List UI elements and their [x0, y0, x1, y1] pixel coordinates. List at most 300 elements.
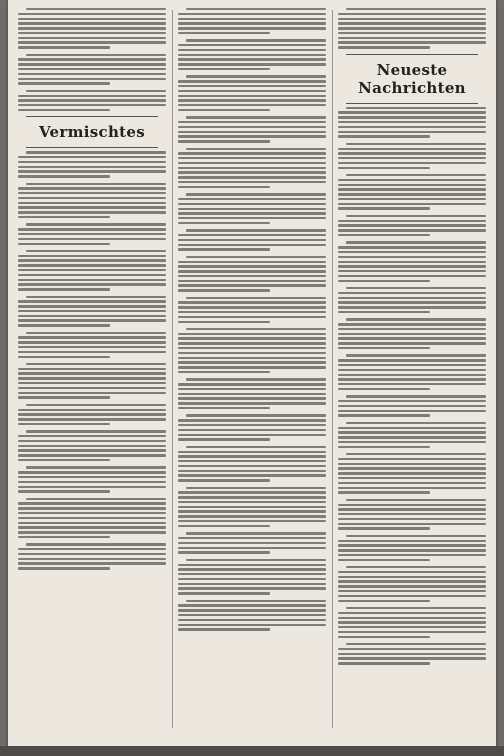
text-line [18, 476, 166, 478]
text-line [178, 429, 326, 431]
text-line [18, 418, 166, 420]
text-line [18, 279, 166, 281]
section-heading: Neueste Nachrichten [358, 60, 466, 97]
text-paragraph [178, 378, 326, 409]
text-line [178, 284, 326, 286]
text-line [338, 662, 430, 664]
text-line [338, 251, 486, 253]
text-line [346, 643, 486, 645]
text-line [18, 512, 166, 514]
text-paragraph [338, 499, 486, 530]
text-line [338, 46, 430, 48]
text-line [186, 8, 326, 10]
text-line [18, 396, 110, 398]
text-line [178, 99, 326, 101]
text-line [178, 510, 326, 512]
text-line [178, 270, 326, 272]
text-line [338, 193, 486, 195]
text-line [178, 397, 326, 399]
text-line [338, 347, 430, 349]
text-line [338, 18, 486, 20]
text-line [178, 27, 326, 29]
text-line [26, 404, 166, 406]
text-line [18, 315, 166, 317]
text-line [18, 211, 166, 213]
text-line [18, 41, 166, 43]
text-line [338, 436, 486, 438]
text-line [338, 275, 486, 277]
text-line [338, 600, 430, 602]
text-line [338, 22, 486, 24]
text-line [338, 523, 486, 525]
text-line [338, 580, 486, 582]
text-line [178, 587, 326, 589]
text-line [338, 297, 486, 299]
text-paragraph [18, 8, 166, 49]
text-line [346, 499, 486, 501]
text-line [18, 423, 110, 425]
text-line [26, 183, 166, 185]
text-line [26, 363, 166, 365]
text-line [338, 157, 486, 159]
text-line [338, 441, 486, 443]
text-line [18, 269, 166, 271]
text-line [26, 466, 166, 468]
text-line [338, 280, 430, 282]
text-paragraph [178, 414, 326, 440]
text-line [178, 131, 326, 133]
text-line [18, 517, 166, 519]
text-line [18, 377, 166, 379]
text-paragraph [338, 318, 486, 349]
text-line [338, 328, 486, 330]
text-line [18, 471, 166, 473]
text-line [18, 567, 110, 569]
text-line [18, 27, 166, 29]
text-line [18, 99, 166, 101]
text-line [18, 536, 110, 538]
text-line [18, 283, 166, 285]
text-line [26, 8, 166, 10]
text-line [178, 198, 326, 200]
text-line [338, 388, 430, 390]
text-line [18, 486, 166, 488]
text-line [18, 548, 166, 550]
text-line [178, 68, 270, 70]
text-line [18, 409, 166, 411]
text-line [338, 203, 486, 205]
column-middle [178, 8, 326, 730]
text-line [18, 351, 166, 353]
text-line [338, 131, 486, 133]
text-line [26, 498, 166, 500]
text-line [178, 176, 326, 178]
text-line [178, 578, 326, 580]
text-line [338, 301, 486, 303]
text-paragraph [18, 363, 166, 399]
text-line [178, 109, 270, 111]
text-line [18, 192, 166, 194]
text-line [338, 37, 486, 39]
text-line [178, 306, 326, 308]
text-line [338, 27, 486, 29]
text-line [178, 383, 326, 385]
text-paragraph [178, 116, 326, 142]
text-line [346, 215, 486, 217]
text-line [178, 496, 326, 498]
text-line [186, 328, 326, 330]
text-line [26, 250, 166, 252]
text-line [178, 49, 326, 51]
text-line [18, 558, 166, 560]
text-line [338, 306, 486, 308]
text-line [178, 460, 326, 462]
text-paragraph [338, 566, 486, 602]
text-line [18, 413, 166, 415]
text-line [338, 207, 430, 209]
text-line [18, 13, 166, 15]
text-line [178, 171, 326, 173]
text-line [186, 600, 326, 602]
text-line [18, 156, 166, 158]
text-line [346, 241, 486, 243]
text-line [338, 626, 486, 628]
text-line [178, 301, 326, 303]
text-line [338, 152, 486, 154]
text-paragraph [18, 151, 166, 177]
text-line [178, 85, 326, 87]
text-line [178, 357, 326, 359]
text-line [178, 434, 326, 436]
text-line [178, 366, 326, 368]
text-line [18, 161, 166, 163]
text-line [18, 562, 166, 564]
text-line [178, 316, 326, 318]
text-line [338, 576, 486, 578]
text-line [18, 166, 166, 168]
text-paragraph [178, 487, 326, 528]
text-paragraph [178, 256, 326, 292]
text-line [178, 248, 270, 250]
text-line [178, 32, 270, 34]
text-line [178, 347, 326, 349]
text-line [186, 378, 326, 380]
text-paragraph [178, 193, 326, 224]
text-line [178, 479, 270, 481]
text-line [338, 234, 430, 236]
text-line [338, 167, 430, 169]
text-line [18, 490, 110, 492]
text-line [338, 504, 486, 506]
text-line [338, 292, 486, 294]
text-line [186, 39, 326, 41]
text-line [18, 368, 166, 370]
text-line [338, 612, 486, 614]
text-line [18, 526, 166, 528]
text-paragraph [178, 297, 326, 323]
text-line [338, 636, 430, 638]
text-paragraph [178, 229, 326, 251]
text-line [26, 151, 166, 153]
text-line [338, 595, 486, 597]
text-line [338, 148, 486, 150]
text-line [178, 491, 326, 493]
text-line [338, 508, 486, 510]
text-line [178, 520, 326, 522]
text-line [178, 537, 326, 539]
text-line [178, 13, 326, 15]
text-line [18, 531, 166, 533]
text-line [18, 95, 166, 97]
text-paragraph [338, 643, 486, 665]
text-line [346, 174, 486, 176]
text-line [338, 458, 486, 460]
heading-rule [26, 116, 158, 117]
text-line [18, 341, 166, 343]
text-line [338, 518, 486, 520]
text-line [178, 393, 326, 395]
text-line [178, 470, 326, 472]
text-line [338, 571, 486, 573]
text-line [338, 198, 486, 200]
text-line [338, 246, 486, 248]
text-line [178, 573, 326, 575]
text-line [178, 564, 326, 566]
text-line [18, 387, 166, 389]
text-line [18, 435, 166, 437]
text-line [338, 554, 486, 556]
text-line [18, 382, 166, 384]
text-line [18, 109, 110, 111]
text-line [26, 90, 166, 92]
section-heading: Vermischtes [39, 123, 145, 142]
text-line [178, 58, 326, 60]
text-line [346, 107, 486, 109]
text-line [186, 229, 326, 231]
text-line [178, 321, 270, 323]
text-line [178, 244, 326, 246]
column-right [338, 8, 486, 730]
text-line [178, 506, 326, 508]
text-line [18, 73, 166, 75]
text-line [338, 188, 486, 190]
text-line [18, 305, 166, 307]
text-line [18, 170, 166, 172]
text-line [338, 400, 486, 402]
text-line [18, 18, 166, 20]
text-line [178, 465, 326, 467]
text-paragraph [178, 8, 326, 34]
text-line [338, 369, 486, 371]
text-line [18, 197, 166, 199]
text-line [26, 54, 166, 56]
text-line [18, 32, 166, 34]
text-line [178, 568, 326, 570]
text-paragraph [18, 543, 166, 569]
text-line [18, 553, 166, 555]
text-paragraph [338, 215, 486, 237]
text-line [338, 311, 430, 313]
text-line [338, 544, 486, 546]
text-line [178, 208, 326, 210]
text-paragraph [338, 535, 486, 561]
text-line [178, 352, 326, 354]
text-line [338, 256, 486, 258]
text-line [338, 585, 486, 587]
text-line [18, 255, 166, 257]
text-line [178, 455, 326, 457]
text-line [178, 628, 270, 630]
text-line [18, 233, 166, 235]
text-line [178, 424, 326, 426]
text-line [178, 157, 326, 159]
text-line [18, 502, 166, 504]
text-line [178, 619, 326, 621]
text-line [26, 332, 166, 334]
text-paragraph [338, 422, 486, 448]
text-paragraph [18, 183, 166, 219]
text-line [338, 482, 486, 484]
column-rule [332, 10, 333, 728]
text-paragraph [18, 404, 166, 426]
text-line [186, 148, 326, 150]
text-line [178, 222, 270, 224]
text-line [178, 186, 270, 188]
text-line [186, 559, 326, 561]
text-line [178, 402, 326, 404]
text-paragraph [338, 354, 486, 390]
text-line [338, 491, 430, 493]
text-line [338, 116, 486, 118]
text-line [178, 22, 326, 24]
text-line [18, 522, 166, 524]
text-line [18, 445, 166, 447]
text-line [346, 354, 486, 356]
text-line [338, 359, 486, 361]
text-line [18, 319, 166, 321]
text-line [178, 212, 326, 214]
text-line [338, 32, 486, 34]
text-line [346, 453, 486, 455]
text-line [338, 261, 486, 263]
text-line [178, 44, 326, 46]
text-paragraph [18, 250, 166, 291]
text-line [346, 395, 486, 397]
text-line [338, 559, 430, 561]
text-line [186, 193, 326, 195]
text-line [178, 501, 326, 503]
text-line [18, 202, 166, 204]
text-line [18, 459, 110, 461]
text-paragraph [18, 54, 166, 85]
text-line [178, 54, 326, 56]
text-line [18, 392, 166, 394]
text-paragraph [18, 430, 166, 461]
text-line [186, 446, 326, 448]
text-line [18, 82, 110, 84]
text-line [178, 234, 326, 236]
text-line [178, 80, 326, 82]
text-line [18, 336, 166, 338]
text-line [178, 162, 326, 164]
text-line [18, 346, 166, 348]
text-line [18, 440, 166, 442]
text-line [18, 206, 166, 208]
text-line [346, 566, 486, 568]
text-line [346, 8, 486, 10]
text-line [186, 487, 326, 489]
text-line [338, 378, 486, 380]
text-line [18, 259, 166, 261]
text-line [178, 614, 326, 616]
text-line [178, 604, 326, 606]
text-line [178, 419, 326, 421]
text-line [338, 229, 486, 231]
text-line [338, 477, 486, 479]
text-line [338, 590, 486, 592]
text-line [178, 90, 326, 92]
text-paragraph [178, 75, 326, 111]
text-line [338, 414, 430, 416]
text-line [178, 181, 326, 183]
text-line [18, 300, 166, 302]
text-paragraph [18, 296, 166, 327]
text-line [178, 624, 326, 626]
text-paragraph [338, 607, 486, 638]
text-line [18, 356, 110, 358]
text-line [338, 162, 486, 164]
text-line [338, 463, 486, 465]
text-line [18, 288, 110, 290]
text-paragraph [178, 39, 326, 70]
text-paragraph [18, 90, 166, 112]
text-line [18, 507, 166, 509]
text-line [178, 337, 326, 339]
text-line [178, 126, 326, 128]
text-line [338, 111, 486, 113]
text-line [338, 472, 486, 474]
column-left [18, 8, 166, 730]
text-line [178, 239, 326, 241]
text-line [338, 617, 486, 619]
text-paragraph [338, 453, 486, 494]
text-line [338, 364, 486, 366]
text-line [178, 280, 326, 282]
text-line [338, 621, 486, 623]
text-line [338, 487, 486, 489]
text-line [338, 383, 486, 385]
text-line [346, 422, 486, 424]
text-line [338, 333, 486, 335]
text-paragraph [178, 328, 326, 373]
text-line [178, 333, 326, 335]
heading-rule [346, 103, 478, 104]
text-line [338, 41, 486, 43]
text-line [26, 223, 166, 225]
text-line [338, 631, 486, 633]
text-line [338, 121, 486, 123]
text-line [178, 361, 326, 363]
text-line [338, 410, 486, 412]
text-line [178, 451, 326, 453]
text-line [18, 324, 110, 326]
text-paragraph [338, 107, 486, 138]
text-line [178, 542, 326, 544]
text-line [178, 217, 326, 219]
text-line [18, 187, 166, 189]
text-line [338, 648, 486, 650]
text-paragraph [178, 559, 326, 595]
